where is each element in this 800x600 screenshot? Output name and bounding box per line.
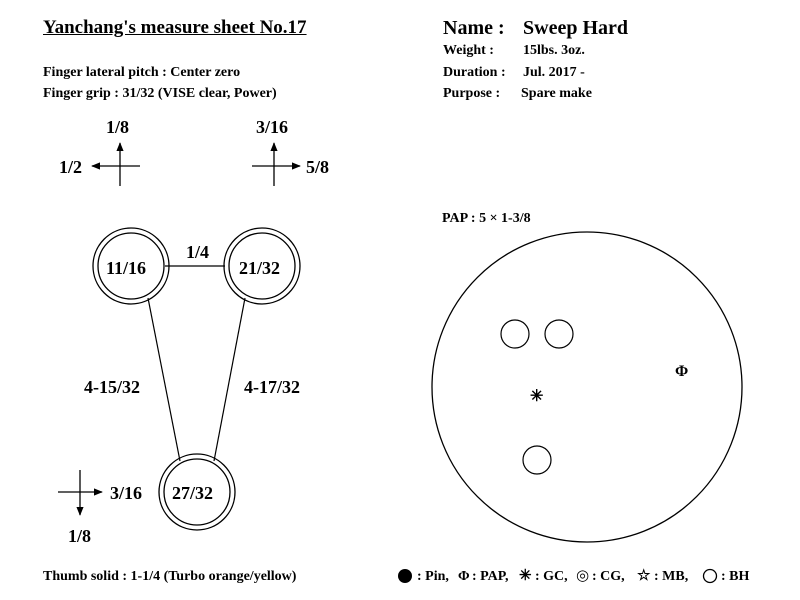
purpose-label: Purpose : [443,86,501,101]
ball-outline [432,232,742,542]
ball-left-finger-hole [501,320,529,348]
weight-label: Weight : [443,43,494,58]
ball-name: Sweep Hard [523,17,628,39]
legend-pin-text: : Pin, [417,569,449,584]
ball-thumb-hole [523,446,551,474]
thumb-pitch-down: 1/8 [68,526,92,546]
pap-icon: Φ [675,363,689,380]
left-span: 4-15/32 [84,377,140,397]
right-finger-pitch-side: 5/8 [306,157,330,177]
finger-lateral-pitch: Finger lateral pitch : Center zero [43,65,241,80]
thumb-pitch-cross [58,470,102,515]
thumb-hole-size: 27/32 [172,483,214,503]
finger-grip: Finger grip : 31/32 (VISE clear, Power) [43,86,277,101]
legend-mb-text: : MB, [654,569,689,584]
right-span: 4-17/32 [244,377,300,397]
thumb-pitch-side: 3/16 [110,483,143,503]
ball-right-finger-hole [545,320,573,348]
purpose-value: Spare make [521,86,592,101]
duration-label: Duration : [443,65,506,80]
bridge-span: 1/4 [186,242,210,262]
thumb-solid: Thumb solid : 1-1/4 (Turbo orange/yellow) [43,569,297,584]
legend-pap-icon: Φ [458,569,470,584]
left-finger-pitch-up: 1/8 [106,117,130,137]
span-lines [148,266,245,461]
legend-gc-icon: ✳ [519,568,532,584]
duration-value: Jul. 2017 - [523,65,585,80]
right-finger-pitch-up: 3/16 [256,117,289,137]
left-finger-hole-size: 11/16 [106,258,147,278]
legend-cg-text: : CG, [592,569,625,584]
ball-diagram [432,232,742,542]
right-finger-pitch-cross [252,143,300,186]
sheet-title: Yanchang's measure sheet No.17 [43,17,307,38]
name-label: Name : [443,17,505,39]
legend-cg-icon: ◎ [576,568,590,584]
bh-legend-circle [704,570,717,583]
pap-measure: PAP : 5 × 1-3/8 [442,211,531,226]
legend-pap-text: : PAP, [472,569,509,584]
left-finger-pitch-cross [92,143,140,186]
gc-icon: ✳ [530,388,544,405]
weight-value: 15lbs. 3oz. [523,43,585,58]
legend-bh-text: : BH [721,569,750,584]
right-finger-hole-size: 21/32 [239,258,281,278]
pin-legend-dot [398,569,412,583]
legend-gc-text: : GC, [535,569,568,584]
right-span-line [214,298,245,461]
left-span-line [148,298,180,461]
left-finger-pitch-side: 1/2 [59,157,83,177]
legend-mb-icon: ☆ [637,568,651,584]
